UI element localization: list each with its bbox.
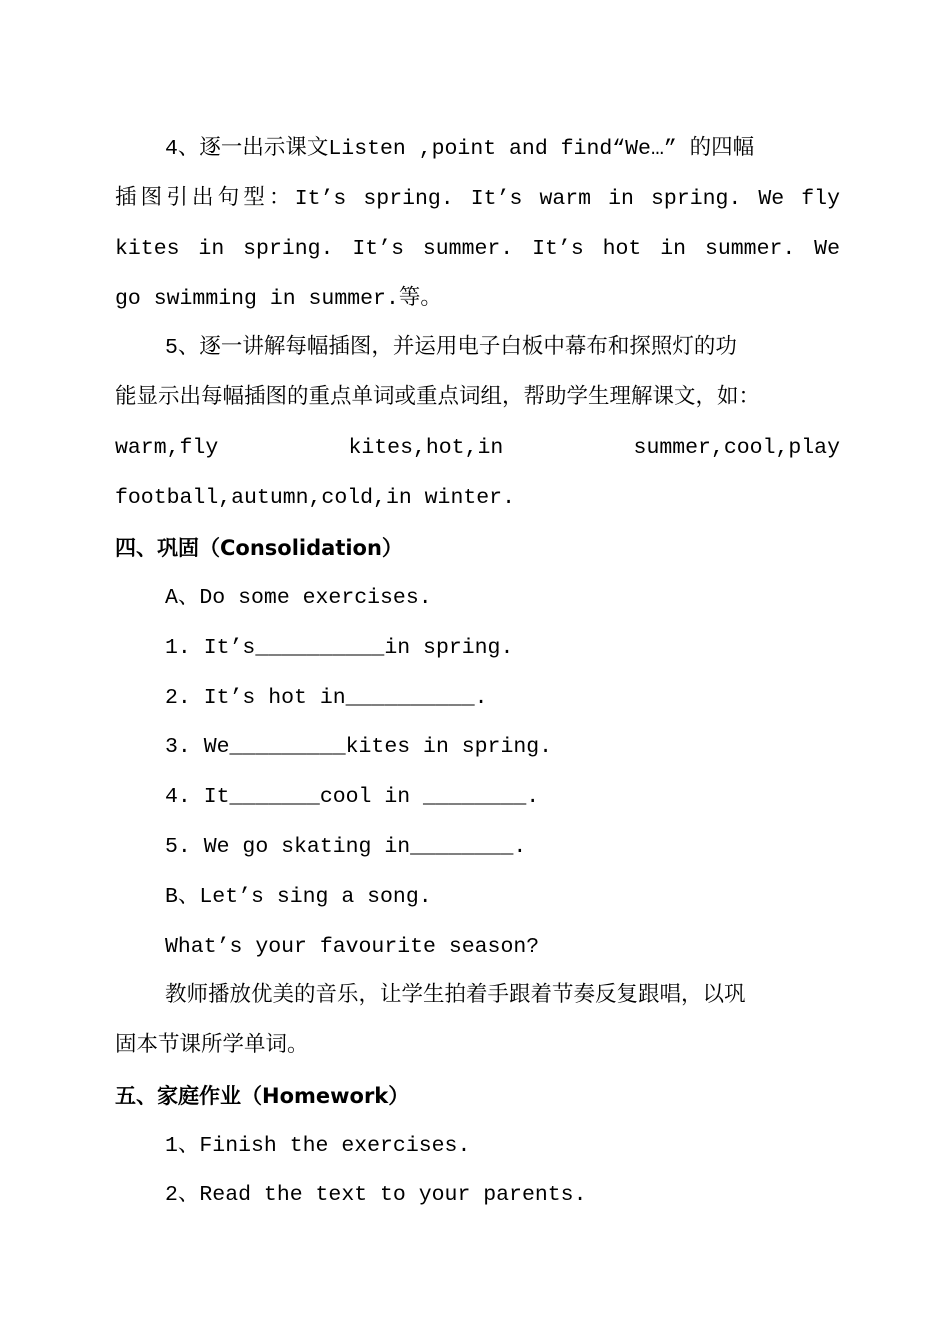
homework-item-1: 1、Finish the exercises. [165, 1134, 471, 1158]
part-b-title: B、Let’s sing a song. [165, 885, 432, 909]
exercise-5: 5. We go skating in________. [165, 835, 527, 859]
song-title: What’s your favourite season? [165, 935, 540, 959]
part-a-title: A、Do some exercises. [165, 586, 432, 610]
step4-line4: go swimming in summer.等。 [115, 287, 442, 311]
step5-word-3: summer,cool,play [633, 436, 840, 460]
exercise-3: 3. We_________kites in spring. [165, 735, 553, 759]
exercise-2: 2. It’s hot in__________. [165, 686, 488, 710]
step5-line4: football,autumn,cold,in winter. [115, 486, 515, 510]
step4-line2: 插图引出句型：It’s spring. It’s warm in spring. We fly [115, 187, 840, 211]
step5-line2: 能显示出每幅插图的重点单词或重点词组，帮助学生理解课文，如： [115, 386, 761, 410]
step5-word-2: kites,hot,in [348, 436, 504, 460]
step4-line1: 4、逐一出示课文Listen ,point and find“We…” 的四幅 [165, 137, 755, 161]
section-heading-consolidation: 四、巩固（Consolidation） [115, 536, 403, 560]
exercise-4: 4. It_______cool in ________. [165, 785, 540, 809]
section-heading-homework: 五、家庭作业（Homework） [115, 1084, 410, 1108]
step5-line3 [115, 431, 840, 465]
homework-item-2: 2、Read the text to your parents. [165, 1183, 587, 1207]
step5-word-1: warm,fly [115, 436, 219, 460]
exercise-1: 1. It’s__________in spring. [165, 636, 514, 660]
step4-line3: kites in spring. It’s summer. It’s hot in summer. We [115, 237, 840, 261]
song-note-line1: 教师播放优美的音乐，让学生拍着手跟着节奏反复跟唱，以巩 [165, 984, 746, 1008]
step5-line1: 5、逐一讲解每幅插图，并运用电子白板中幕布和探照灯的功 [165, 336, 737, 360]
song-note-line2: 固本节课所学单词。 [115, 1034, 309, 1058]
